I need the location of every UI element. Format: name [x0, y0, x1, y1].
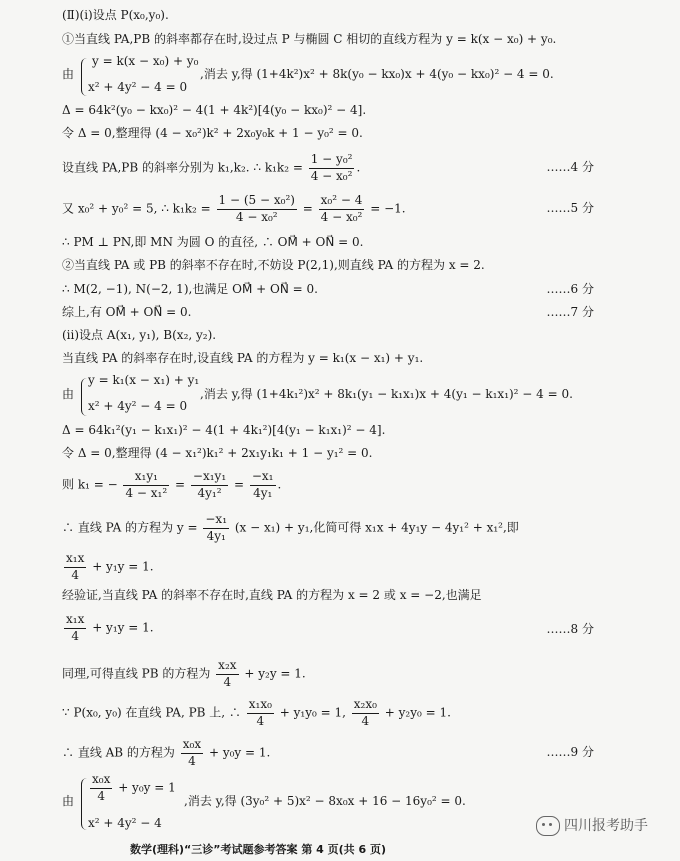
pb-prefix: 同理,可得直线 PB 的方程为	[62, 666, 211, 681]
k1-line	[62, 469, 582, 501]
ab-tail: + y₀y = 1.	[208, 745, 271, 760]
k1-numerator-3: −x₁	[250, 469, 276, 486]
on-lines-denominator-2: 4	[361, 713, 370, 728]
on-lines-numerator-1: x₁x₀	[247, 697, 274, 714]
delta-1: Δ = 64k²(y₀ − kx₀)² − 4(1 + 4k²)[4(y₀ − kx₀)² − 4].	[62, 103, 367, 117]
pa-result-denominator: 4	[71, 567, 79, 582]
pa-equation-fraction	[203, 512, 229, 544]
k1k2-tail: .	[356, 160, 361, 175]
sum-numerator-1: 1 − (5 − x₀²)	[217, 193, 297, 210]
page-footer: 数学(理科)“三诊”考试题参考答案 第 4 页(共 6 页)	[130, 843, 387, 856]
score-9: ……9 分	[546, 745, 594, 759]
sum-fraction-2	[319, 193, 365, 225]
sum-denominator-2: 4 − x₀²	[320, 209, 363, 224]
pb-tail: + y₂y = 1.	[244, 666, 306, 681]
sum-tail: = −1.	[370, 201, 406, 216]
k1-fraction-2	[191, 469, 228, 501]
pa-slope-line: 当直线 PA 的斜率存在时,设直线 PA 的方程为 y = k₁(x − x₁) + y₁.	[62, 351, 424, 365]
system-2-bottom: x² + 4y² − 4 = 0	[88, 399, 188, 413]
on-lines	[62, 697, 582, 729]
on-lines-numerator-2: x₂x₀	[352, 697, 379, 714]
watermark-text: 四川报考助手	[564, 817, 648, 834]
on-lines-prefix: ∵ P(x₀, y₀) 在直线 PA, PB 上, ∴	[62, 705, 241, 720]
let-delta-2: 令 Δ = 0,整理得 (4 − x₁²)k₁² + 2x₁y₁k₁ + 1 − y₁² = 0.	[62, 446, 373, 460]
k1-equals-1: =	[175, 477, 186, 492]
score-4: ……4 分	[546, 160, 594, 174]
k1-fraction-3	[250, 469, 276, 501]
pa-equation-numerator: −x₁	[203, 512, 229, 529]
on-lines-fraction-1	[247, 697, 274, 729]
delta-2: Δ = 64k₁²(y₁ − k₁x₁)² − 4(1 + 4k₁²)[4(y₁ − k₁x₁)² − 4].	[62, 423, 386, 437]
k1-fraction-1	[123, 469, 169, 501]
system-1-bottom: x² + 4y² − 4 = 0	[88, 80, 188, 94]
system-1-top: y = k(x − x₀) + y₀	[92, 54, 199, 68]
sum-equals: =	[302, 201, 313, 216]
ab-line	[62, 737, 582, 769]
ab-denominator: 4	[188, 753, 196, 768]
k1-numerator-1: x₁y₁	[123, 469, 169, 486]
k1k2-line	[62, 152, 582, 184]
k1k2-numerator: 1 − y₀²	[309, 152, 355, 169]
k1k2-fraction	[309, 152, 355, 184]
system-1-result: ,消去 y,得 (1+4k²)x² + 8k(y₀ − kx₀)x + 4(y₀ − kx₀)² − 4 = 0.	[200, 67, 554, 81]
case-2-intro: ②当直线 PA 或 PB 的斜率不存在时,不妨设 P(2,1),则直线 PA 的方程为 x = 2.	[62, 258, 485, 272]
on-lines-tail: + y₂y₀ = 1.	[384, 705, 451, 720]
k1-equals-2: =	[233, 477, 245, 492]
system-3-result: ,消去 y,得 (3y₀² + 5)x² − 8x₀x + 16 − 16y₀² = 0.	[184, 794, 466, 808]
pb-denominator: 4	[223, 674, 232, 689]
score-7: ……7 分	[546, 305, 594, 319]
wechat-icon	[536, 816, 560, 836]
summary-line: 综上,有 OM⃗ + ON⃗ = 0.	[62, 305, 192, 319]
sum-line	[62, 193, 582, 225]
on-lines-middle: + y₁y₀ = 1,	[279, 705, 346, 720]
k1-denominator-1: 4 − x₁²	[125, 485, 168, 500]
sum-denominator-1: 4 − x₀²	[235, 209, 278, 224]
let-delta-1: 令 Δ = 0,整理得 (4 − x₀²)k² + 2x₀y₀k + 1 − y₀² = 0.	[62, 126, 363, 140]
pa-result-numerator: x₁x	[64, 551, 86, 568]
pa-equation-denominator: 4y₁	[206, 528, 226, 543]
pa-result-line	[62, 551, 582, 583]
system-2-prefix: 由	[62, 387, 75, 401]
case-1-intro: ①当直线 PA,PB 的斜率都存在时,设过点 P 与椭圆 C 相切的直线方程为 y = k(x − x₀) + y₀.	[62, 32, 557, 46]
sum-numerator-2: x₀² − 4	[319, 193, 365, 210]
ab-fraction	[181, 737, 203, 769]
system-3-fraction	[90, 772, 112, 804]
k1k2-text: 设直线 PA,PB 的斜率分别为 k₁,k₂. ∴ k₁k₂ =	[62, 160, 303, 175]
on-lines-denominator-1: 4	[256, 713, 265, 728]
system-3-bottom: x² + 4y² − 4	[88, 816, 162, 830]
verify-tail: + y₁y = 1.	[92, 620, 154, 635]
system-3-numerator: x₀x	[90, 772, 112, 789]
pa-equation-line	[62, 512, 582, 544]
pb-fraction	[216, 658, 238, 690]
verify-fraction	[64, 612, 86, 644]
pa-result-fraction	[64, 551, 86, 583]
pa-result-tail: + y₁y = 1.	[92, 559, 154, 574]
k1k2-denominator: 4 − x₀²	[310, 168, 353, 183]
score-8: ……8 分	[546, 622, 594, 636]
on-lines-fraction-2	[352, 697, 379, 729]
score-5: ……5 分	[546, 201, 594, 215]
score-6: ……6 分	[546, 282, 594, 296]
system-2-top: y = k₁(x − x₁) + y₁	[88, 373, 200, 387]
system-3-denominator: 4	[97, 788, 105, 803]
verify-result-line	[62, 612, 582, 644]
k1-prefix: 则 k₁ = −	[62, 477, 118, 492]
k1-numerator-2: −x₁y₁	[191, 469, 228, 486]
part-ii-i-heading: (Ⅱ)(i)设点 P(x₀,y₀).	[62, 8, 169, 22]
system-3-top-tail: + y₀y = 1	[118, 780, 176, 795]
system-2-result: ,消去 y,得 (1+4k₁²)x² + 8k₁(y₁ − k₁x₁)x + 4(y₁ − k₁x₁)² − 4 = 0.	[200, 387, 573, 401]
sum-fraction-1	[217, 193, 297, 225]
mn-points: ∴ M(2, −1), N(−2, 1),也满足 OM⃗ + ON⃗ = 0.	[62, 282, 318, 296]
system-1-prefix: 由	[62, 67, 75, 81]
part-ii-ii-heading: (ii)设点 A(x₁, y₁), B(x₂, y₂).	[62, 328, 217, 342]
verify-denominator: 4	[71, 628, 79, 643]
pa-equation-prefix: ∴ 直线 PA 的方程为 y =	[62, 520, 198, 535]
k1-tail: .	[277, 477, 282, 492]
verify-line: 经验证,当直线 PA 的斜率不存在时,直线 PA 的方程为 x = 2 或 x = −2,也满足	[62, 588, 482, 602]
ab-prefix: ∴ 直线 AB 的方程为	[62, 745, 175, 760]
perpendicular-line: ∴ PM ⊥ PN,即 MN 为圆 O 的直径, ∴ OM⃗ + ON⃗ = 0.	[62, 235, 364, 249]
system-3-prefix: 由	[62, 794, 75, 808]
watermark	[536, 816, 648, 836]
pa-equation-tail: (x − x₁) + y₁,化简可得 x₁x + 4y₁y − 4y₁² + x₁²,即	[234, 520, 519, 535]
k1-denominator-2: 4y₁²	[197, 485, 222, 500]
pb-numerator: x₂x	[216, 658, 238, 675]
pb-line	[62, 658, 582, 690]
k1-denominator-3: 4y₁	[253, 485, 273, 500]
sum-prefix: 又 x₀² + y₀² = 5, ∴ k₁k₂ =	[62, 201, 211, 216]
ab-numerator: x₀x	[181, 737, 203, 754]
verify-numerator: x₁x	[64, 612, 86, 629]
